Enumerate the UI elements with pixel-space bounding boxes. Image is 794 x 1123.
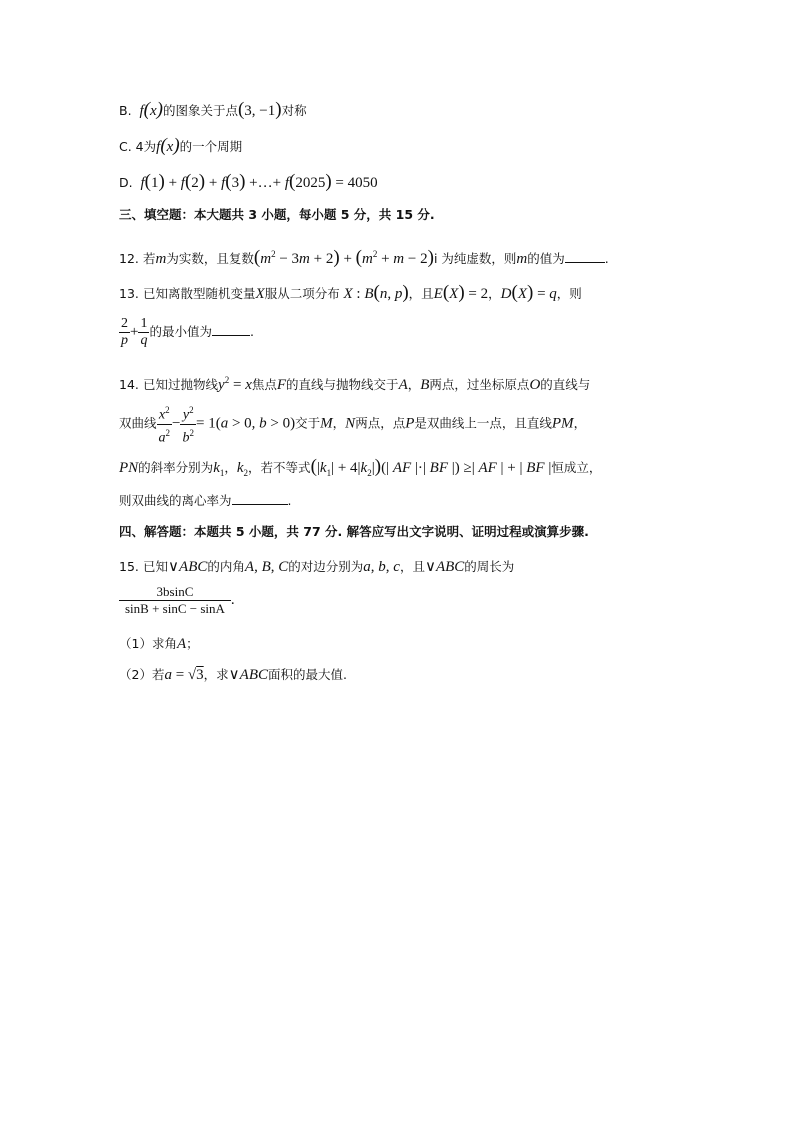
answer-blank[interactable] bbox=[232, 490, 288, 505]
question-12: 12. 若m为实数，且复数$(m^2 - 3m + 2) + (m^2 + m - 2)i$ 为纯虚数，则m的值为 . bbox=[119, 247, 609, 268]
question-13-line-2: $\frac{2}{p}$ + $\frac{1}{q}$ 的最小值为 . bbox=[121, 316, 254, 348]
question-14: 14. 已知过抛物线$y^2 = x$焦点F的直线与抛物线交于A，B两点，过坐标原点O的直线与 bbox=[119, 375, 591, 393]
question-14-line-3: PN的斜率分别为$k_1$，$k_2$，若不等式$(|k_1| + 4|k_2|)(|$ AF |·| BF |) ≥| AF | + | BF |恒成立， bbox=[119, 456, 602, 478]
question-13: 13. 已知离散型随机变量X服从二项分布 X : B(n, p)，且E(X) = 2，D(X) = q，则 bbox=[119, 282, 582, 303]
option-b-label: B. bbox=[119, 103, 132, 118]
section-3-heading: 三、填空题：本大题共 3 小题，每小题 5 分，共 15 分. bbox=[119, 207, 435, 222]
question-14-line-4: 则双曲线的离心率为 . bbox=[119, 490, 292, 513]
option-d-label: D. bbox=[119, 175, 133, 190]
question-14-line-2: 双曲线 $\frac{x^2}{a^2}$ − $\frac{y^2}{b^2}$ = 1(a > 0, b > 0)交于M，N两点，点P是双曲线上一点，且直线PM， bbox=[119, 405, 587, 446]
perimeter-fraction: $\frac{3bsinC}{\sin B + \sin C - \sin A}$ bbox=[119, 584, 231, 617]
math-sum: f(1) + f(2) + f(3) +…+ f(2025) = bbox=[140, 171, 348, 192]
question-15: 15. 已知∨ABC的内角A, B, C的对边分别为a, b, c，且∨ABC的周长为 bbox=[119, 559, 515, 575]
fraction-2-over-p: $\frac{2}{p}$ bbox=[121, 316, 128, 348]
answer-blank[interactable] bbox=[565, 248, 605, 263]
math-fx: f(x) bbox=[156, 135, 180, 156]
option-b: B. f(x)的图象关于点(3, −1)对称 bbox=[119, 99, 307, 120]
option-c-label: C. 4为 bbox=[119, 139, 157, 154]
fraction-1-over-q: $\frac{1}{q}$ bbox=[140, 316, 148, 348]
math-fx: f(x) bbox=[135, 99, 163, 120]
option-c: C. 4为f(x)的一个周期 bbox=[119, 135, 243, 156]
answer-blank[interactable] bbox=[212, 321, 250, 336]
question-15-fraction-line: $\frac{3bsinC}{\sin B + \sin C - \sin A}$ . bbox=[119, 584, 235, 617]
math-point: (3, −1) bbox=[237, 99, 282, 120]
math-complex: $(m^2 - 3m + 2) + (m^2 + m - 2)$ bbox=[253, 247, 434, 268]
question-15-part-1: （1）求角A； bbox=[119, 636, 199, 652]
section-4-heading: 四、解答题：本题共 5 小题，共 77 分. 解答应写出文字说明、证明过程或演算步骤. bbox=[119, 524, 589, 539]
math-inequality: $(|k_1| + 4|k_2|)(|$ AF |·| BF |) ≥| AF | + | BF | bbox=[310, 456, 552, 478]
option-d: D. f(1) + f(2) + f(3) +…+ f(2025) = 4050 bbox=[119, 171, 378, 192]
question-15-part-2: （2）若a = √3，求∨ABC面积的最大值. bbox=[119, 667, 347, 683]
